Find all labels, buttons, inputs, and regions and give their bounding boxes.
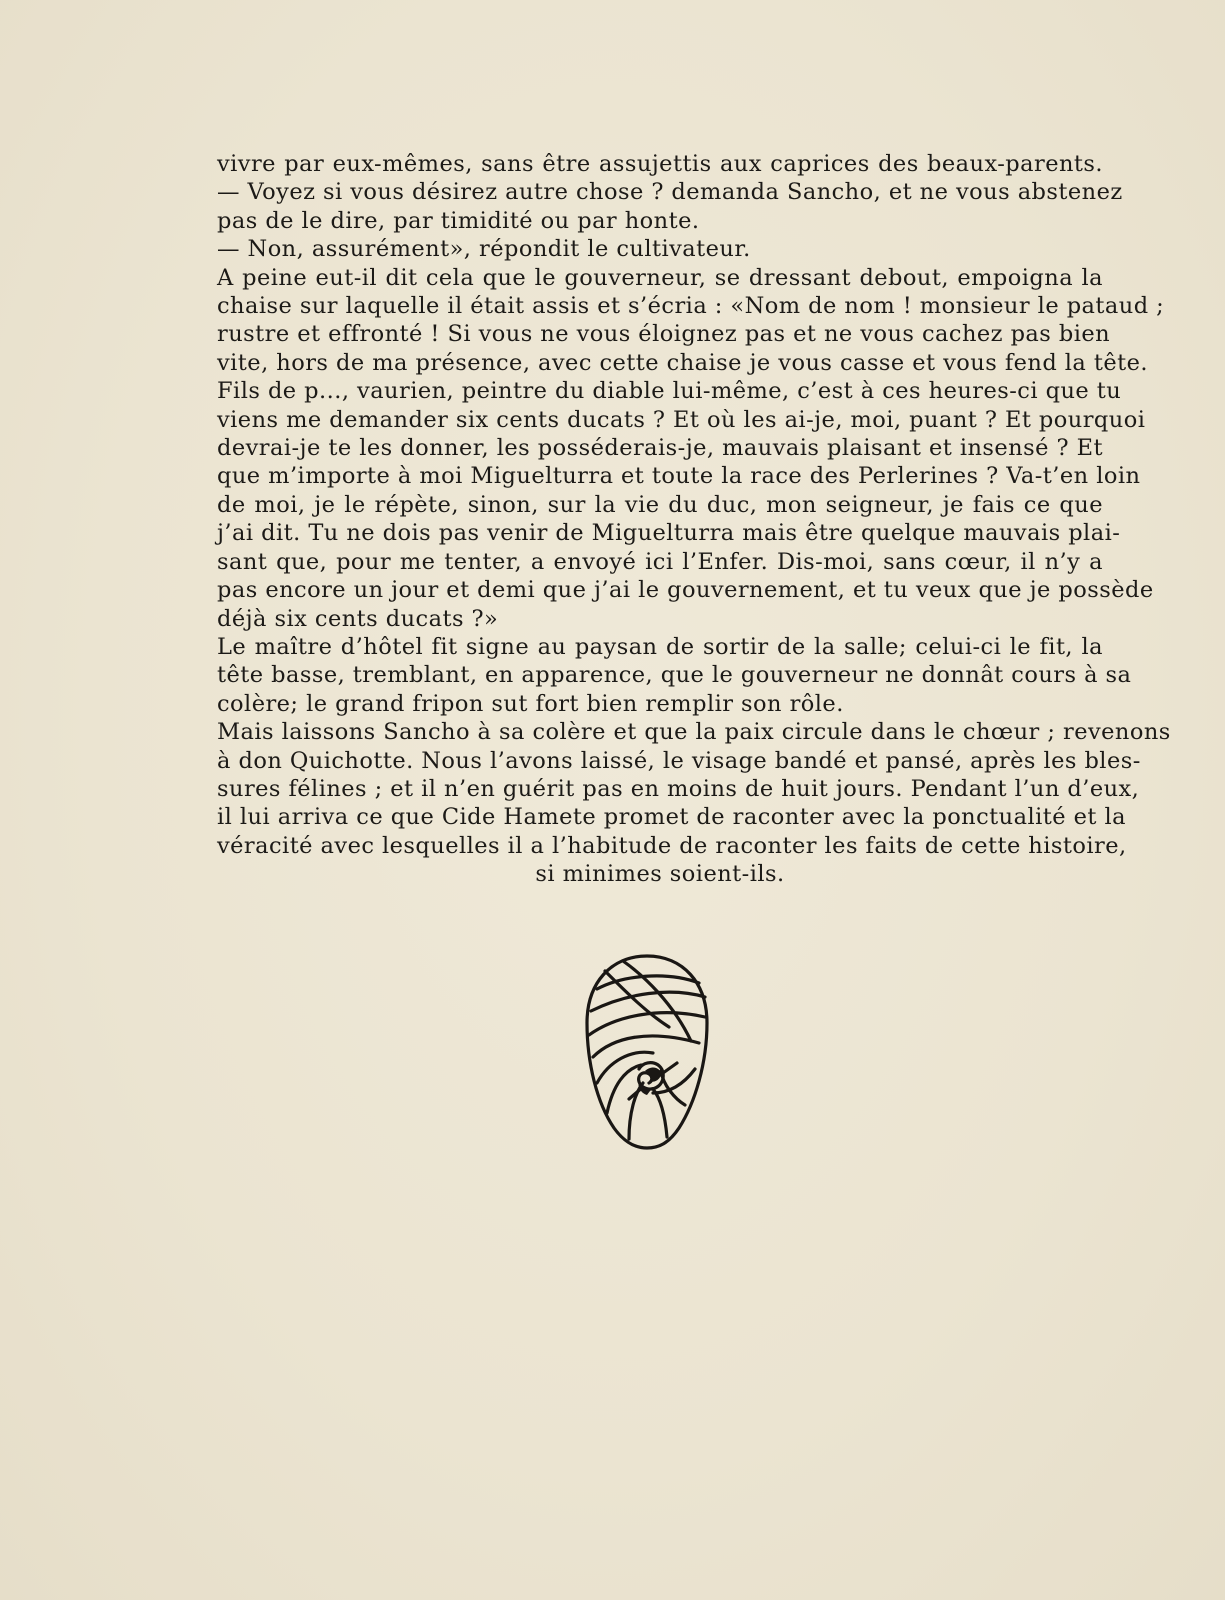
text-line: chaise sur laquelle il était assis et s’écria : «Nom de nom ! monsieur le pataud ; xyxy=(217,293,1165,320)
text-line: viens me demander six cents ducats ? Et où les ai-je, moi, puant ? Et pourquoi xyxy=(217,406,1146,433)
text-line: — Voyez si vous désirez autre chose ? demanda Sancho, et ne vous abstenez xyxy=(217,179,1123,206)
text-line: pas encore un jour et demi que j’ai le gouvernement, et tu veux que je possède xyxy=(217,577,1154,604)
text-line: A peine eut-il dit cela que le gouverneur, se dressant debout, empoigna la xyxy=(217,264,1103,291)
text-line: vite, hors de ma présence, avec cette chaise je vous casse et vous fend la tête. xyxy=(217,349,1149,376)
text-line: Le maître d’hôtel fit signe au paysan de sortir de la salle; celui-ci le fit, la xyxy=(217,633,1103,660)
text-line: devrai-je te les donner, les posséderais-je, mauvais plaisant et insensé ? Et xyxy=(217,435,1103,462)
body-text xyxy=(217,150,1171,889)
text-line: sures félines ; et il n’en guérit pas en moins de huit jours. Pendant l’un d’eux, xyxy=(217,775,1140,802)
text-line: Fils de p..., vaurien, peintre du diable lui-même, c’est à ces heures-ci que tu xyxy=(217,378,1122,405)
text-line: vivre par eux-mêmes, sans être assujettis aux caprices des beaux-parents. xyxy=(217,151,1103,177)
text-line: Mais laissons Sancho à sa colère et que la paix circule dans le chœur ; revenons xyxy=(217,719,1171,746)
text-line: j’ai dit. Tu ne dois pas venir de Miguelturra mais être quelque mauvais plai- xyxy=(217,520,1121,547)
text-line: que m’importe à moi Miguelturra et toute la race des Perlerines ? Va-t’en loin xyxy=(217,463,1141,490)
text-line: rustre et effronté ! Si vous ne vous éloignez pas et ne vous cachez pas bien xyxy=(217,321,1111,348)
text-line-final: si minimes soient-ils. xyxy=(535,861,785,888)
text-line: colère; le grand fripon sut fort bien remplir son rôle. xyxy=(217,690,844,717)
text-line: il lui arriva ce que Cide Hamete promet de raconter avec la ponctualité et la xyxy=(217,804,1126,831)
text-line: de moi, je le répète, sinon, sur la vie du duc, mon seigneur, je fais ce que xyxy=(217,491,1103,518)
text-line: tête basse, tremblant, en apparence, que le gouverneur ne donnât cours à sa xyxy=(217,662,1132,689)
text-line: sant que, pour me tenter, a envoyé ici l’Enfer. Dis-moi, sans cœur, il n’y a xyxy=(217,548,1103,575)
text-line: — Non, assurément», répondit le cultivateur. xyxy=(217,236,751,263)
text-line: à don Quichotte. Nous l’avons laissé, le visage bandé et pansé, après les bles- xyxy=(217,747,1141,774)
text-line: véracité avec lesquelles il a l’habitude de raconter les faits de cette histoire, xyxy=(217,832,1127,859)
text-line: pas de le dire, par timidité ou par honte. xyxy=(217,207,700,234)
bandaged-head-ornament-icon xyxy=(583,953,711,1151)
text-line: déjà six cents ducats ?» xyxy=(217,605,499,632)
